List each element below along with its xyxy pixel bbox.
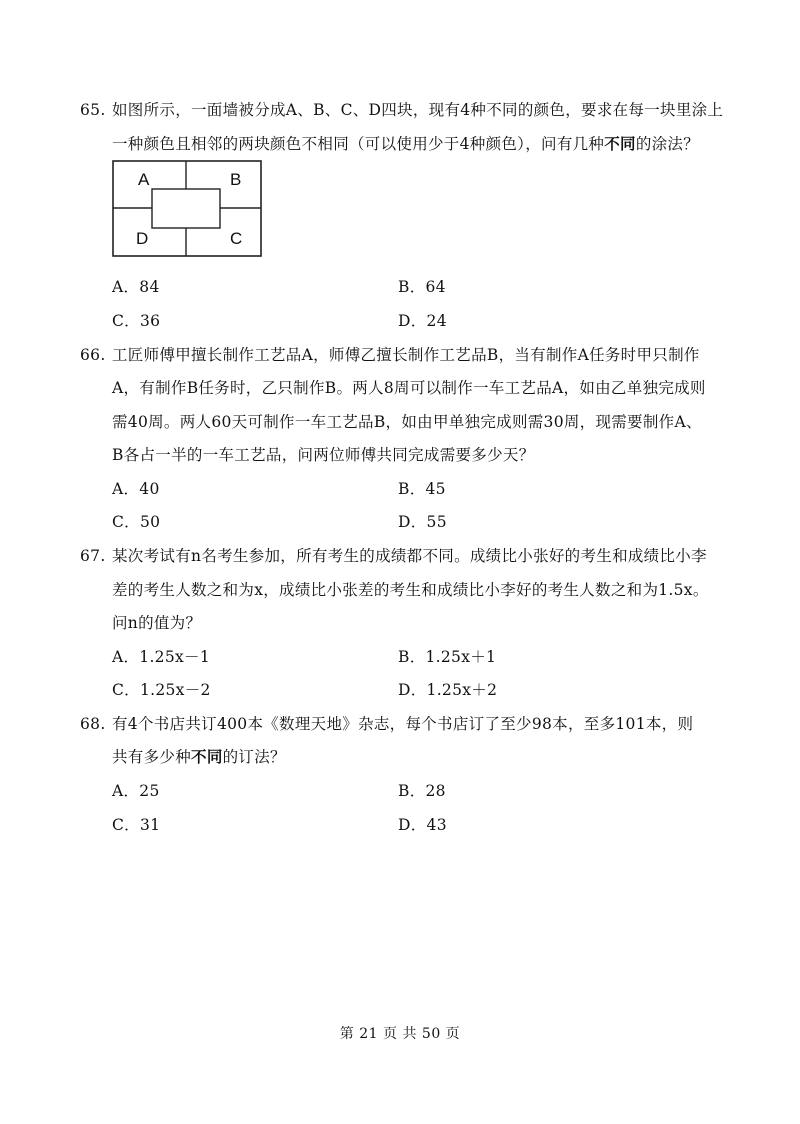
question-text: 问n的值为？: [112, 614, 202, 632]
option-c[interactable]: C．31: [112, 816, 161, 834]
region-label-b: B: [230, 170, 242, 189]
option-c[interactable]: C．36: [112, 312, 161, 330]
question-number: 67.: [80, 547, 106, 565]
figure-center-box: [152, 189, 220, 228]
option-d[interactable]: D．24: [398, 312, 447, 330]
question-text: 某次考试有n名考生参加，所有考生的成绩都不同。成绩比小张好的考生和成绩比小李: [112, 547, 707, 565]
question-text-span: 共有多少种不同的订法？: [112, 748, 286, 766]
option-b[interactable]: B．45: [398, 480, 446, 498]
region-label-a: A: [138, 170, 150, 189]
emphasis-keyword: 不同: [604, 135, 636, 153]
emphasis-keyword: 不同: [191, 748, 223, 766]
question-text: 差的考生人数之和为x，成绩比小张差的考生和成绩比小李好的考生人数之和为1.5x。: [112, 581, 709, 599]
question-number: 66.: [80, 346, 106, 364]
option-a[interactable]: A．1.25x－1: [112, 648, 211, 666]
option-b[interactable]: B．1.25x＋1: [398, 648, 497, 666]
option-b[interactable]: B．28: [398, 782, 446, 800]
wall-division-figure: [112, 160, 262, 257]
option-d[interactable]: D．55: [398, 513, 447, 531]
question-number: 68.: [80, 715, 106, 733]
question-text: 需40周。两人60天可制作一车工艺品B，如由甲单独完成则需30周，现需要制作A、: [112, 413, 702, 431]
option-a[interactable]: A．40: [112, 480, 160, 498]
option-d[interactable]: D．43: [398, 816, 447, 834]
option-a[interactable]: A．84: [112, 278, 160, 296]
option-a[interactable]: A．25: [112, 782, 160, 800]
question-text: 工匠师傅甲擅长制作工艺品A，师傅乙擅长制作工艺品B，当有制作A任务时甲只制作: [112, 346, 700, 364]
question-number: 65.: [80, 101, 106, 119]
question-text: A，有制作B任务时，乙只制作B。两人8周可以制作一车工艺品A，如由乙单独完成则: [112, 379, 706, 397]
question-text: 如图所示，一面墙被分成A、B、C、D四块，现有4种不同的颜色，要求在每一块里涂上: [112, 101, 724, 119]
page-footer: 第 21 页 共 50 页: [339, 1026, 461, 1042]
question-text: 有4个书店共订400本《数理天地》杂志，每个书店订了至少98本，至多101本，则: [112, 715, 694, 733]
question-text-span: 一种颜色且相邻的两块颜色不相同（可以使用少于4种颜色），问有几种不同的涂法？: [112, 135, 700, 153]
option-c[interactable]: C．1.25x－2: [112, 681, 211, 699]
region-label-c: C: [230, 229, 243, 248]
region-label-d: D: [136, 229, 149, 248]
option-b[interactable]: B．64: [398, 278, 446, 296]
option-d[interactable]: D．1.25x＋2: [398, 681, 498, 699]
question-text: B各占一半的一车工艺品，问两位师傅共同完成需要多少天？: [112, 446, 535, 464]
option-c[interactable]: C．50: [112, 513, 161, 531]
